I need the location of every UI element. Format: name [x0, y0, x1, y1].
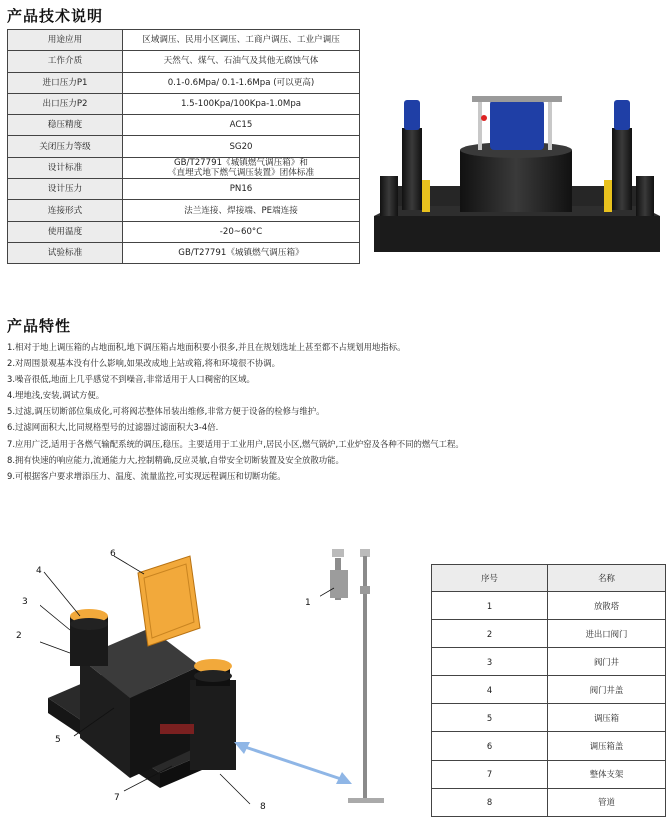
part-number: 4: [432, 676, 548, 704]
spec-value: 天然气、煤气、石油气及其他无腐蚀气体: [123, 51, 360, 72]
feature-item: 2.对周围景观基本没有什么影响,如果改成地上站或箱,将和环境很不协调。: [7, 358, 280, 369]
parts-header-cell: 名称: [548, 565, 666, 592]
part-name: 管道: [548, 788, 666, 816]
part-name: 进出口阀门: [548, 620, 666, 648]
callout-6: 6: [110, 549, 116, 559]
spec-key: 进口压力P1: [8, 72, 123, 93]
spec-row: [8, 242, 360, 263]
spec-value: PN16: [123, 179, 360, 200]
parts-row: [432, 676, 666, 704]
part-number: 6: [432, 732, 548, 760]
spec-row: [8, 93, 360, 114]
parts-header-cell: 序号: [432, 565, 548, 592]
feature-item: 7.应用广泛,适用于各燃气输配系统的调压,稳压。主要适用于工业用户,居民小区,燃气锅炉,工业炉窑及各种不同的燃气工程。: [7, 438, 464, 449]
part-name: 整体支架: [548, 760, 666, 788]
parts-table: [431, 564, 666, 817]
feature-item: 8.拥有快速的响应能力,流通能力大,控制精确,反应灵敏,自带安全切断装置及安全放散功能。: [7, 454, 344, 465]
spec-value: SG20: [123, 136, 360, 157]
spec-row: [8, 72, 360, 93]
features-list: [7, 339, 662, 484]
spec-value: 0.1-0.6Mpa/ 0.1-1.6Mpa (可以更高): [123, 72, 360, 93]
feature-item: 4.埋地浅,安装,调试方便。: [7, 390, 105, 401]
parts-row: [432, 592, 666, 620]
part-number: 7: [432, 760, 548, 788]
spec-key: 关闭压力等级: [8, 136, 123, 157]
part-number: 1: [432, 592, 548, 620]
spec-key: 稳压精度: [8, 115, 123, 136]
regulator-product-image: [372, 88, 664, 256]
spec-value: AC15: [123, 115, 360, 136]
feature-item: 5.过滤,调压切断部位集成化,可将阀芯整体吊装出维修,非常方便于设备的检修与维护。: [7, 406, 325, 417]
part-number: 8: [432, 788, 548, 816]
feature-item: 9.可根据客户要求增添压力、温度、流量监控,可实现远程调压和切断功能。: [7, 470, 286, 481]
spec-row: [8, 200, 360, 221]
spec-key: 连接形式: [8, 200, 123, 221]
parts-row: [432, 760, 666, 788]
feature-item: 1.相对于地上调压箱的占地面积,地下调压箱占地面积要小很多,并且在规划选址上甚至都不占规划用地指标。: [7, 342, 406, 352]
spec-key: 出口压力P2: [8, 93, 123, 114]
spec-row: [8, 30, 360, 51]
part-name: 阀门井: [548, 648, 666, 676]
part-name: 放散塔: [548, 592, 666, 620]
part-number: 2: [432, 620, 548, 648]
spec-row: [8, 136, 360, 157]
part-number: 3: [432, 648, 548, 676]
spec-row: [8, 51, 360, 72]
part-name: 调压箱盖: [548, 732, 666, 760]
parts-row: [432, 648, 666, 676]
spec-key: 设计标准: [8, 157, 123, 178]
spec-value: 法兰连接、焊接端、PE端连接: [123, 200, 360, 221]
vent-tower-diagram: [320, 546, 400, 808]
spec-section-title: 产品技术说明: [7, 7, 104, 25]
spec-table: [7, 29, 360, 264]
parts-row: [432, 732, 666, 760]
feature-item: 6.过滤网面积大,比同规格型号的过滤器过滤面积大3-4倍.: [7, 422, 219, 433]
callout-8: 8: [260, 802, 266, 812]
spec-row: [8, 157, 360, 178]
spec-key: 使用温度: [8, 221, 123, 242]
spec-key: 工作介质: [8, 51, 123, 72]
spec-key: 用途应用: [8, 30, 123, 51]
callout-1: 1: [305, 598, 311, 608]
spec-value: -20~60°C: [123, 221, 360, 242]
feature-item: 3.噪音很低,地面上几乎感觉不到噪音,非常适用于人口稠密的区域。: [7, 374, 255, 385]
callout-7: 7: [114, 793, 120, 803]
callout-4: 4: [36, 566, 42, 576]
spec-value: GB/T27791《城镇燃气调压箱》: [123, 242, 360, 263]
callout-2: 2: [16, 631, 22, 641]
spec-value: 1.5-100Kpa/100Kpa-1.0Mpa: [123, 93, 360, 114]
callout-5: 5: [55, 735, 61, 745]
spec-key: 设计压力: [8, 179, 123, 200]
spec-value: 区域调压、民用小区调压、工商户调压、工业户调压: [123, 30, 360, 51]
part-number: 5: [432, 704, 548, 732]
part-name: 调压箱: [548, 704, 666, 732]
spec-key: 试验标准: [8, 242, 123, 263]
parts-row: [432, 620, 666, 648]
spec-row: [8, 115, 360, 136]
part-name: 阀门井盖: [548, 676, 666, 704]
spec-row: [8, 179, 360, 200]
parts-row: [432, 788, 666, 816]
parts-row: [432, 704, 666, 732]
features-section-title: 产品特性: [7, 317, 72, 335]
spec-value: GB/T27791《城镇燃气调压箱》和 《直埋式地下燃气调压装置》团体标准: [123, 157, 360, 178]
parts-header-row: [432, 565, 666, 592]
callout-3: 3: [22, 597, 28, 607]
spec-row: [8, 221, 360, 242]
